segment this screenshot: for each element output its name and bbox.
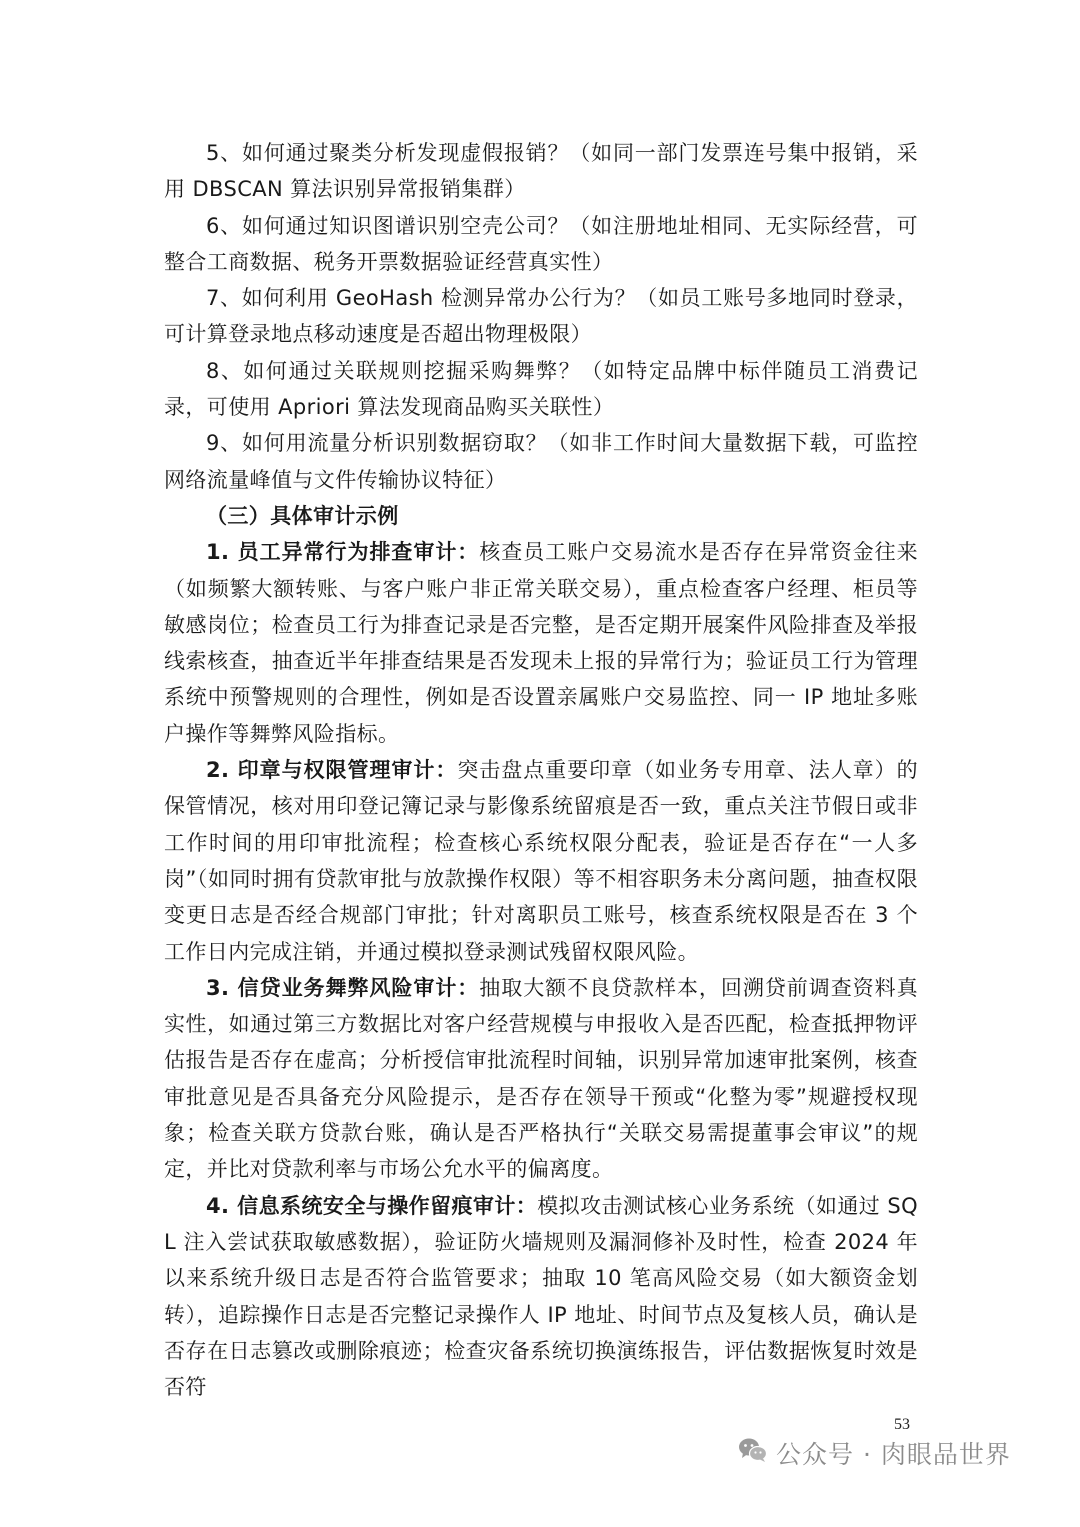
question-6: 6、如何通过知识图谱识别空壳公司？（如注册地址相同、无实际经营，可整合工商数据、税务开票数据验证经营真实性） — [164, 213, 918, 274]
example-4-body: 模拟攻击测试核心业务系统（如通过 SQL 注入尝试获取敏感数据），验证防火墙规则及漏洞修补及时性，检查 2024 年以来系统升级日志是否符合监管要求；抽取 10 笔高风险交易（如大额资金划转），追踪操作日志是否完整记录操作人 IP 地址、时间节点及复核人员，确认是否存在日志篡改或删除痕迹；检查灾备系统切换演练报告，评估数据恢复时效是否符 — [164, 1193, 918, 1400]
section-heading: （三）具体审计示例 — [206, 503, 399, 528]
example-2 — [164, 752, 918, 970]
example-1-body: 核查员工账户交易流水是否存在异常资金往来（如频繁大额转账、与客户账户非正常关联交易），重点检查客户经理、柜员等敏感岗位；检查员工行为排查记录是否完整，是否定期开展案件风险排查及举报线索核查，抽查近半年排查结果是否发现未上报的异常行为；验证员工行为管理系统中预警规则的合理性，例如是否设置亲属账户交易监控、同一 IP 地址多账户操作等舞弊风险指标。 — [164, 540, 919, 746]
example-1 — [164, 534, 918, 752]
wechat-icon — [738, 1437, 768, 1469]
example-4-lead: 4. 信息系统安全与操作留痕审计： — [206, 1193, 538, 1218]
document-body — [164, 135, 918, 1405]
question-9: 9、如何用流量分析识别数据窃取？（如非工作时间大量数据下载，可监控网络流量峰值与文件传输协议特征） — [164, 431, 918, 492]
example-3-lead: 3. 信贷业务舞弊风险审计： — [206, 975, 480, 1000]
page-number: 53 — [894, 1416, 910, 1433]
example-2-body: 突击盘点重要印章（如业务专用章、法人章）的保管情况，核对用印登记簿记录与影像系统留痕是否一致，重点关注节假日或非工作时间的用印审批流程；检查核心系统权限分配表，验证是否存在“一人多岗”（如同时拥有贷款审批与放款操作权限）等不相容职务未分离问题，抽查权限变更日志是否经合规部门审批；针对离职员工账号，核查系统权限是否在 3 个工作日内完成注销，并通过模拟登录测试残留权限风险。 — [164, 758, 918, 964]
watermark — [738, 1433, 1011, 1473]
question-7: 7、如何利用 GeoHash 检测异常办公行为？（如员工账号多地同时登录，可计算登录地点移动速度是否超出物理极限） — [164, 286, 918, 347]
example-1-lead: 1. 员工异常行为排查审计： — [206, 540, 480, 565]
watermark-text: 公众号 · 肉眼品世界 — [776, 1440, 1011, 1469]
question-5: 5、如何通过聚类分析发现虚假报销？（如同一部门发票连号集中报销，采用 DBSCAN 算法识别异常报销集群） — [164, 141, 918, 202]
example-3-body: 抽取大额不良贷款样本，回溯贷前调查资料真实性，如通过第三方数据比对客户经营规模与申报收入是否匹配，检查抵押物评估报告是否存在虚高；分析授信审批流程时间轴，识别异常加速审批案例，核查审批意见是否具备充分风险提示，是否存在领导干预或“化整为零”规避授权现象；检查关联方贷款台账，确认是否严格执行“关联交易需提董事会审议”的规定，并比对贷款利率与市场公允水平的偏离度。 — [164, 975, 919, 1182]
example-3 — [164, 970, 918, 1188]
question-8: 8、如何通过关联规则挖掘采购舞弊？（如特定品牌中标伴随员工消费记录，可使用 Apriori 算法发现商品购买关联性） — [164, 358, 918, 420]
example-2-lead: 2. 印章与权限管理审计： — [206, 758, 458, 783]
example-4 — [164, 1188, 918, 1406]
